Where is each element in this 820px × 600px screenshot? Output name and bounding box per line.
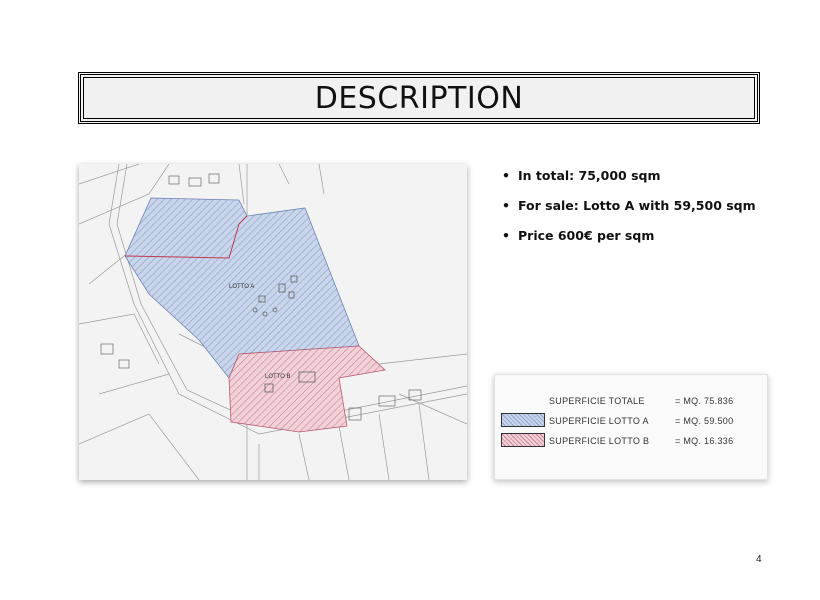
key-facts-list — [500, 168, 756, 258]
legend-lot-b-label: SUPERFICIE LOTTO B — [549, 436, 650, 446]
lot-a-swatch — [501, 413, 545, 427]
legend-row-lot-a — [495, 413, 767, 431]
legend-total-label: SUPERFICIE TOTALE — [549, 396, 645, 406]
legend-row-lot-b — [495, 433, 767, 451]
list-item: • In total: 75,000 sqm — [500, 168, 756, 184]
lot-a-label: LOTTO A — [229, 284, 255, 290]
legend-lot-a-value: = MQ. 59.500 — [675, 416, 734, 426]
page-number: 4 — [756, 554, 762, 565]
slide-title-box — [78, 72, 760, 124]
list-item: • Price 600€ per sqm — [500, 228, 756, 244]
site-map — [79, 164, 467, 480]
legend-lot-b-value: = MQ. 16.336 — [675, 436, 734, 446]
area-legend — [494, 374, 768, 480]
legend-lot-a-label: SUPERFICIE LOTTO A — [549, 416, 649, 426]
lot-b-label: LOTTO B — [265, 374, 291, 380]
legend-row-total — [495, 393, 767, 411]
slide-title: DESCRIPTION — [314, 80, 524, 116]
list-item: • For sale: Lotto A with 59,500 sqm — [500, 198, 756, 214]
legend-total-value: = MQ. 75.836 — [675, 396, 734, 406]
lot-b-swatch — [501, 433, 545, 447]
